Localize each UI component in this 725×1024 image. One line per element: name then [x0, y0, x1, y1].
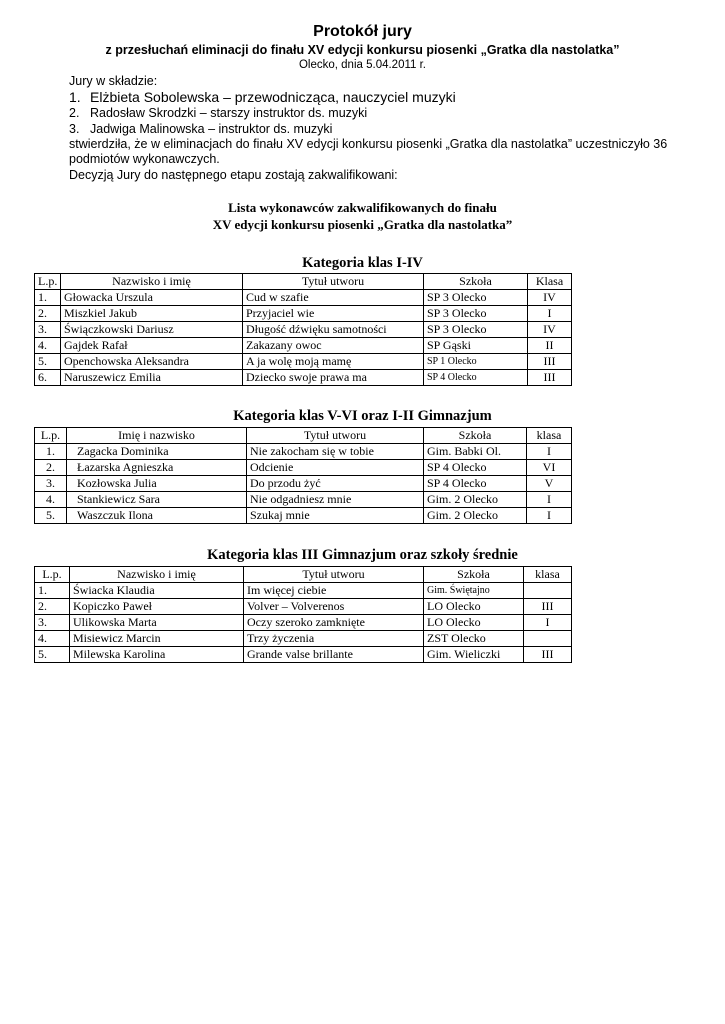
name-cell: Stankiewicz Sara — [67, 492, 247, 508]
class-cell: V — [527, 476, 572, 492]
name-cell: Gajdek Rafał — [61, 338, 243, 354]
header-cell: Szkoła — [424, 428, 527, 444]
header-cell: Nazwisko i imię — [61, 274, 243, 290]
document-title: Protokół jury — [313, 23, 412, 40]
lp-cell: 3. — [35, 476, 67, 492]
song-cell: Przyjaciel wie — [243, 306, 424, 322]
table-header-row — [35, 428, 572, 444]
jury-member-number: 3. — [69, 122, 80, 136]
song-cell: Do przodu żyć — [247, 476, 424, 492]
lp-cell: 5. — [35, 354, 61, 370]
class-cell: I — [527, 492, 572, 508]
song-cell: Odcienie — [247, 460, 424, 476]
table-row — [35, 338, 572, 354]
header-cell: Klasa — [528, 274, 572, 290]
jury-member-text: Elżbieta Sobolewska – przewodnicząca, nauczyciel muzyki — [90, 89, 456, 105]
lp-cell: 4. — [35, 492, 67, 508]
class-cell: VI — [527, 460, 572, 476]
name-cell: Ulikowska Marta — [70, 615, 244, 631]
class-cell: I — [524, 615, 572, 631]
song-cell: Grande valse brillante — [244, 647, 424, 663]
song-cell: Zakazany owoc — [243, 338, 424, 354]
header-cell: Tytuł utworu — [243, 274, 424, 290]
category-table — [34, 566, 572, 663]
table-row — [35, 647, 572, 663]
school-cell: SP 4 Olecko — [424, 370, 528, 386]
name-cell: Zagacka Dominika — [67, 444, 247, 460]
name-cell: Milewska Karolina — [70, 647, 244, 663]
table-row — [35, 492, 572, 508]
class-cell: III — [528, 370, 572, 386]
lp-cell: 2. — [35, 306, 61, 322]
song-cell: Trzy życzenia — [244, 631, 424, 647]
song-cell: Volver – Volverenos — [244, 599, 424, 615]
table-header-row — [35, 274, 572, 290]
name-cell: Łazarska Agnieszka — [67, 460, 247, 476]
lp-cell: 6. — [35, 370, 61, 386]
header-cell: Tytuł utworu — [247, 428, 424, 444]
song-cell: Szukaj mnie — [247, 508, 424, 524]
class-cell — [524, 631, 572, 647]
jury-member — [69, 89, 456, 105]
school-cell: LO Olecko — [424, 615, 524, 631]
header-cell: Nazwisko i imię — [70, 567, 244, 583]
table-row — [35, 322, 572, 338]
lp-cell: 4. — [35, 631, 70, 647]
lp-cell: 4. — [35, 338, 61, 354]
date-line: Olecko, dnia 5.04.2011 r. — [298, 59, 426, 71]
lp-cell: 2. — [35, 599, 70, 615]
header-cell: L.p. — [35, 428, 67, 444]
name-cell: Kopiczko Paweł — [70, 599, 244, 615]
table-row — [35, 631, 572, 647]
table-header-row — [35, 567, 572, 583]
class-cell: III — [524, 647, 572, 663]
school-cell: SP 3 Olecko — [424, 306, 528, 322]
category-title: Kategoria klas V-VI oraz I-II Gimnazjum — [233, 408, 492, 424]
table-row — [35, 583, 572, 599]
category-table — [34, 273, 572, 386]
school-cell: SP 4 Olecko — [424, 460, 527, 476]
name-cell: Openchowska Aleksandra — [61, 354, 243, 370]
class-cell: III — [524, 599, 572, 615]
header-cell: Szkoła — [424, 567, 524, 583]
table-row — [35, 290, 572, 306]
song-cell: Cud w szafie — [243, 290, 424, 306]
song-cell: Im więcej ciebie — [244, 583, 424, 599]
lp-cell: 1. — [35, 290, 61, 306]
song-cell: Nie odgadniesz mnie — [247, 492, 424, 508]
school-cell: Gim. 2 Olecko — [424, 492, 527, 508]
jury-decision: Decyzją Jury do następnego etapu zostają zakwalifikowani: — [69, 168, 398, 182]
lp-cell: 1. — [35, 583, 70, 599]
song-cell: Długość dźwięku samotności — [243, 322, 424, 338]
school-cell: ZST Olecko — [424, 631, 524, 647]
table-row — [35, 508, 572, 524]
lp-cell: 2. — [35, 460, 67, 476]
list-title-line1: Lista wykonawców zakwalifikowanych do finału — [228, 200, 497, 215]
category-table — [34, 427, 572, 524]
class-cell — [524, 583, 572, 599]
name-cell: Głowacka Urszula — [61, 290, 243, 306]
school-cell: SP 1 Olecko — [424, 354, 528, 370]
table-row — [35, 460, 572, 476]
name-cell: Miszkiel Jakub — [61, 306, 243, 322]
table-row — [35, 306, 572, 322]
category-title: Kategoria klas I-IV — [302, 255, 423, 271]
table-row — [35, 354, 572, 370]
school-cell: Gim. 2 Olecko — [424, 508, 527, 524]
class-cell: I — [528, 306, 572, 322]
song-cell: A ja wolę moją mamę — [243, 354, 424, 370]
class-cell: III — [528, 354, 572, 370]
song-cell: Dziecko swoje prawa ma — [243, 370, 424, 386]
lp-cell: 5. — [35, 647, 70, 663]
school-cell: Gim. Wieliczki — [424, 647, 524, 663]
name-cell: Kozłowska Julia — [67, 476, 247, 492]
lp-cell: 3. — [35, 615, 70, 631]
school-cell: SP 3 Olecko — [424, 290, 528, 306]
song-cell: Oczy szeroko zamknięte — [244, 615, 424, 631]
school-cell: SP 3 Olecko — [424, 322, 528, 338]
document-subtitle: z przesłuchań eliminacji do finału XV edycji konkursu piosenki „Gratka dla nastolatka” — [105, 43, 620, 57]
name-cell: Waszczuk Ilona — [67, 508, 247, 524]
school-cell: SP Gąski — [424, 338, 528, 354]
class-cell: I — [527, 508, 572, 524]
header-cell: Szkoła — [424, 274, 528, 290]
header-cell: Tytuł utworu — [244, 567, 424, 583]
song-cell: Nie zakocham się w tobie — [247, 444, 424, 460]
jury-statement: stwierdziła, że w eliminacjach do finału XV edycji konkursu piosenki „Gratka dla nastolatka” uczestniczyło 36 podmiotów wykonawczych. — [69, 137, 668, 166]
jury-intro: Jury w składzie: — [69, 74, 158, 88]
jury-member-text: Jadwiga Malinowska – instruktor ds. muzyki — [90, 122, 333, 136]
lp-cell: 5. — [35, 508, 67, 524]
class-cell: IV — [528, 290, 572, 306]
header-cell: Imię i nazwisko — [67, 428, 247, 444]
table-row — [35, 370, 572, 386]
name-cell: Naruszewicz Emilia — [61, 370, 243, 386]
lp-cell: 3. — [35, 322, 61, 338]
school-cell: LO Olecko — [424, 599, 524, 615]
table-row — [35, 444, 572, 460]
lp-cell: 1. — [35, 444, 67, 460]
table-row — [35, 599, 572, 615]
school-cell: Gim. Świętajno — [424, 583, 524, 599]
jury-member-number: 1. — [69, 89, 81, 105]
header-cell: klasa — [524, 567, 572, 583]
class-cell: I — [527, 444, 572, 460]
list-title-line2: XV edycji konkursu piosenki „Gratka dla nastolatka” — [212, 217, 513, 232]
school-cell: Gim. Babki Ol. — [424, 444, 527, 460]
jury-member-number: 2. — [69, 106, 80, 120]
category-title: Kategoria klas III Gimnazjum oraz szkoły średnie — [207, 547, 518, 563]
header-cell: L.p. — [35, 274, 61, 290]
name-cell: Świacka Klaudia — [70, 583, 244, 599]
header-cell: klasa — [527, 428, 572, 444]
header-cell: L.p. — [35, 567, 70, 583]
jury-member — [69, 122, 332, 136]
name-cell: Świączkowski Dariusz — [61, 322, 243, 338]
class-cell: II — [528, 338, 572, 354]
table-row — [35, 615, 572, 631]
jury-member-text: Radosław Skrodzki – starszy instruktor ds. muzyki — [90, 106, 368, 120]
jury-member — [69, 106, 367, 120]
class-cell: IV — [528, 322, 572, 338]
table-row — [35, 476, 572, 492]
school-cell: SP 4 Olecko — [424, 476, 527, 492]
name-cell: Misiewicz Marcin — [70, 631, 244, 647]
